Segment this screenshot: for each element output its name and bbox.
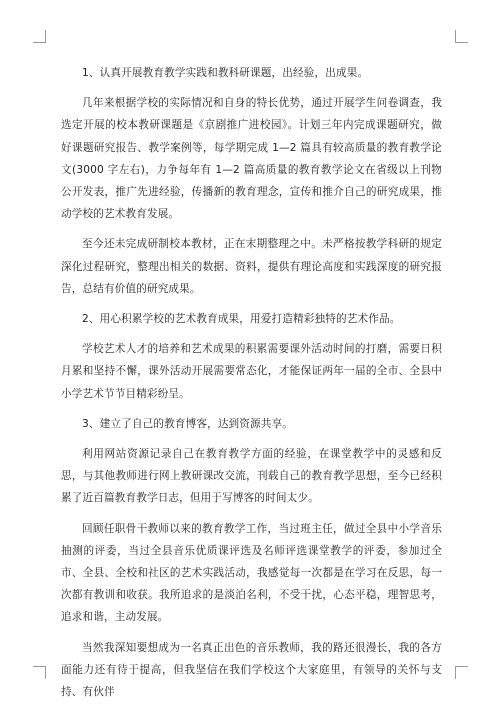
crop-mark-bottom-left [33, 666, 46, 679]
body-paragraph: 回顾任职骨干教师以来的教育教学工作，当过班主任，做过全县中小学音乐抽测的评委，当过全县音乐优质课评选及名师评选课堂教学的评委，参加过全市、全县、全校和社区的艺术实践活动，我感觉每一次都是在学习在反思，每一次都有教训和收获。我所追求的是淡泊名利，不受干扰，心态平稳，理智思考，追求和谐，主动发展。 [61, 522, 442, 624]
document-body [61, 62, 442, 711]
crop-mark-top-right [455, 30, 468, 43]
section-heading-2: 2、用心积累学校的艺术教育成果，用爱打造精彩独特的艺术作品。 [82, 313, 401, 326]
body-paragraph: 学校艺术人才的培养和艺术成果的积累需要课外活动时间的打磨，需要日积月累和坚持不懈，课外活动开展需要常态化，才能保证两年一届的全市、全县中小学艺术节节目精彩纷呈。 [61, 343, 442, 400]
body-paragraph: 利用网站资源记录自己在教育教学方面的经验，在课堂教学中的灵感和反思，与其他教师进行网上教研课改交流，刊载自己的教育教学思想，至今已经积累了近百篇教育教学日志，但用于写博客的时间太少。 [61, 448, 442, 505]
section-heading-1: 1、认真开展教育教学实践和教科研课题，出经验，出成果。 [82, 67, 369, 79]
body-paragraph: 至今还未完成研制校本教材，正在末期整理之中。未严格按教学科研的规定深化过程研究，整理出相关的数据、资料，提供有理论高度和实践深度的研究报告，总结有价值的研究成果。 [61, 238, 442, 295]
body-paragraph: 几年来根据学校的实际情况和自身的特长优势，通过开展学生问卷调查，我选定开展的校本教研课题是《京剧推广进校园》。计划三年内完成课题研究，做好课题研究报告、教学案例等，每学期完成 1—2 篇具有较高质量的教育教学论文(3000 字左右)，力争每年有 1—2 篇高质量的教育教学论文在省级以上刊物公开发表，推广先进经验，传播新的教育理念，宣传和推介自己的研究成果，推动学校的艺术教育发展。 [61, 97, 442, 221]
body-paragraph: 当然我深知要想成为一名真正出色的音乐教师，我的路还很漫长，我的各方面能力还有待于提高，但我坚信在我们学校这个大家庭里，有领导的关怀与支持、有伙伴 [61, 641, 442, 699]
section-heading-3: 3、建立了自己的教育博客，达到资源共享。 [82, 417, 294, 430]
crop-mark-top-left [33, 30, 46, 43]
crop-mark-bottom-right [455, 666, 468, 679]
